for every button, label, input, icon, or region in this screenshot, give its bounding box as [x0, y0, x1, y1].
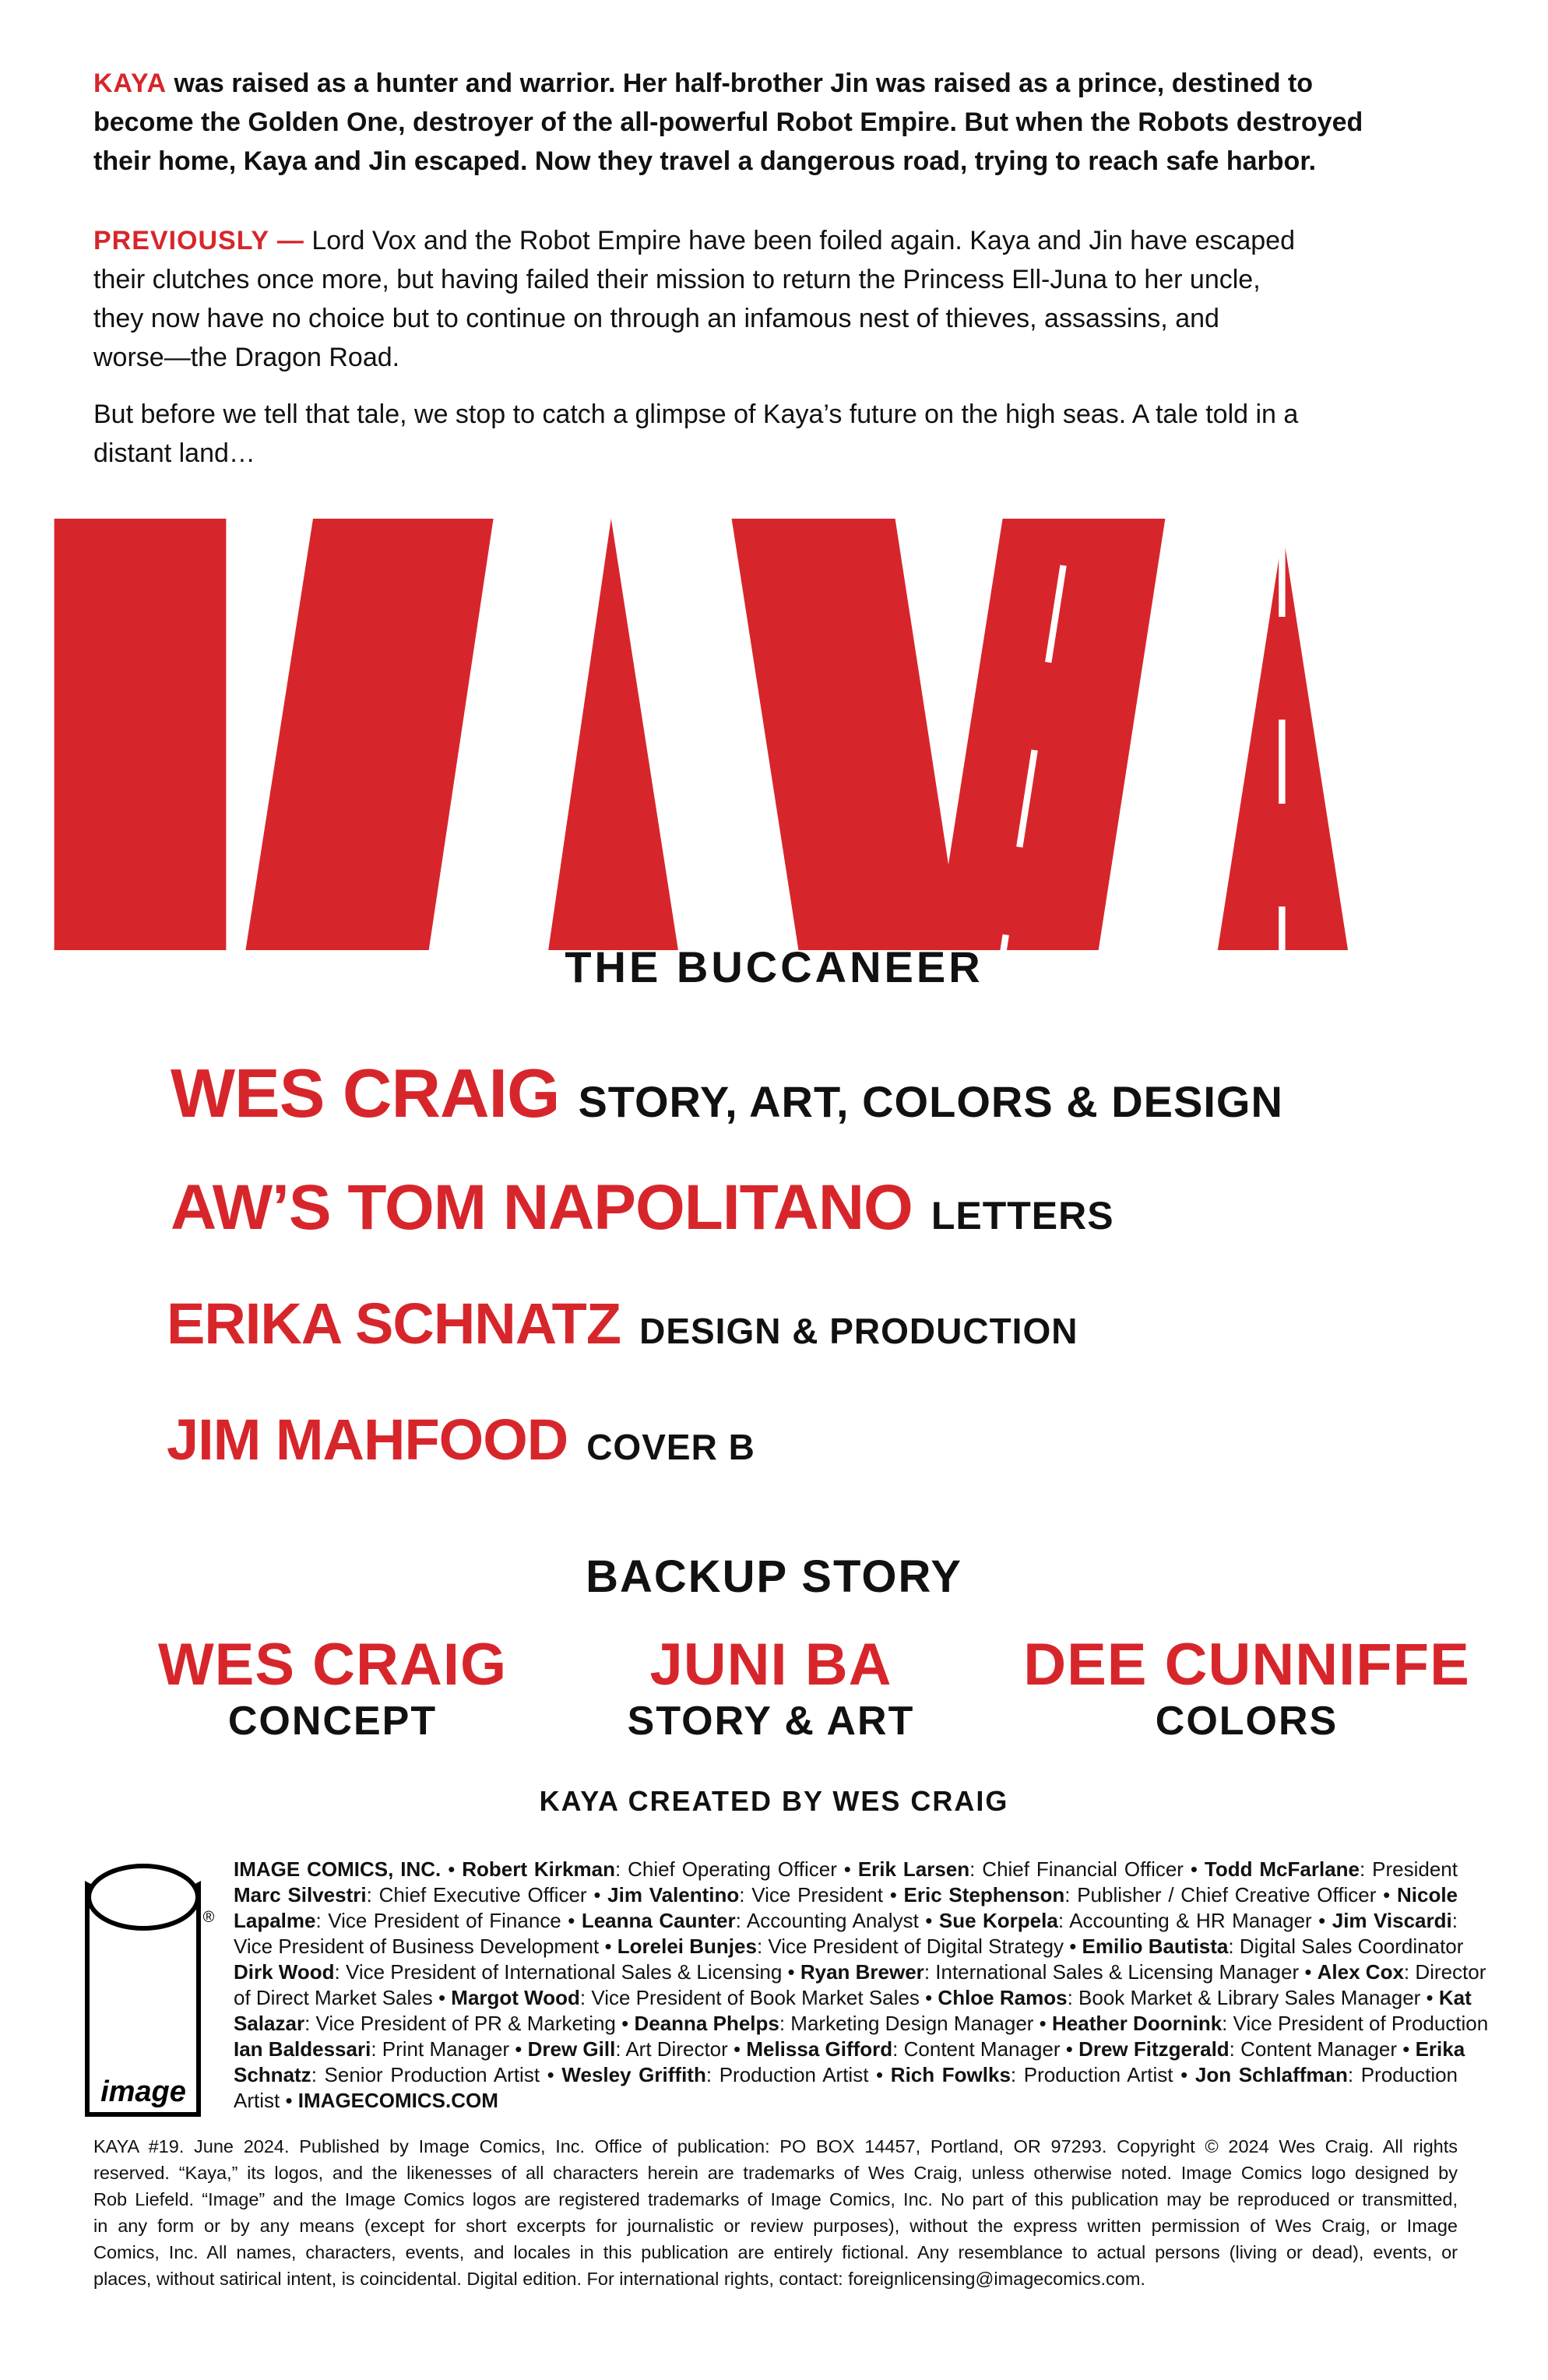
previously-lead: PREVIOUSLY — — [93, 226, 304, 255]
credit-row — [171, 1054, 1283, 1132]
staff-title: : Vice President of Book Market Sales • — [579, 1986, 938, 2009]
staff-name: Schnatz — [234, 2063, 311, 2086]
synopsis-text: was raised as a hunter and warrior. Her half-brother Jin was raised as a prince, destined to — [167, 69, 1314, 98]
staff-name: IMAGECOMICS.COM — [297, 2089, 498, 2112]
synopsis-lead: KAYA — [93, 69, 167, 98]
staff-name: Lapalme — [234, 1909, 316, 1932]
teaser-line: But before we tell that tale, we stop to catch a glimpse of Kaya’s future on the high seas. A tale told in a — [93, 400, 1299, 429]
staff-name: Salazar — [234, 2012, 305, 2035]
staff-line — [234, 1882, 1458, 1908]
credit-name: ERIKA SCHNATZ — [167, 1291, 621, 1356]
staff-title: : Digital Sales Coordinator — [1228, 1935, 1464, 1958]
staff-name: Erika — [1415, 2037, 1465, 2061]
staff-title: : Vice President of Digital Strategy • — [756, 1935, 1082, 1958]
staff-line — [234, 1934, 1464, 1959]
legal-line: places, without satirical intent, is coincidental. Digital edition. For international rights, contact: foreignlicensing@imagecomics.com. — [93, 2269, 1145, 2289]
logo-letter-k-stem — [55, 519, 227, 950]
staff-name: Ryan Brewer — [800, 1960, 924, 1984]
legal-line: KAYA #19. June 2024. Published by Image Comics, Inc. Office of publication: PO BOX 14457, Portland, OR 97293. Copyright © 2024 Wes Craig. All rights — [93, 2136, 1458, 2156]
staff-title: : Chief Executive Officer • — [366, 1883, 608, 1906]
staff-name: Heather Doornink — [1052, 2012, 1223, 2035]
staff-title: Artist • — [234, 2089, 298, 2112]
previously-line: they now have no choice but to continue on through an infamous nest of thieves, assassins, and — [93, 304, 1219, 333]
staff-title: : Vice President of PR & Marketing • — [304, 2012, 635, 2035]
backup-credit-name: WES CRAIG — [157, 1632, 508, 1698]
backup-credit-name: DEE CUNNIFFE — [1023, 1632, 1470, 1698]
staff-line — [234, 1959, 1486, 1985]
staff-name: Eric Stephenson — [903, 1883, 1065, 1906]
staff-name: Nicole — [1396, 1883, 1458, 1906]
teaser-line: distant land… — [93, 438, 255, 468]
staff-title: : Senior Production Artist • — [311, 2063, 562, 2086]
credit-name: AW’S TOM NAPOLITANO — [171, 1172, 913, 1243]
staff-name: Lorelei Bunjes — [617, 1935, 757, 1958]
previously-line: worse—the Dragon Road. — [93, 343, 400, 372]
staff-line — [234, 2011, 1489, 2037]
backup-credit-role: COLORS — [1155, 1699, 1339, 1744]
staff-title: : Director — [1403, 1960, 1486, 1984]
credit-role: STORY, ART, COLORS & DESIGN — [578, 1077, 1283, 1126]
staff-line — [234, 2037, 1465, 2062]
staff-title: : Production Artist • — [705, 2063, 891, 2086]
legal-line: Comics, Inc. All names, characters, events, and locales in this publication are entirely fictional. Any resemblance to actual persons (living or dead), events, or — [93, 2242, 1458, 2262]
staff-title: : Book Market & Library Sales Manager • — [1067, 1986, 1439, 2009]
staff-title: • — [441, 1857, 463, 1881]
synopsis-line: their home, Kaya and Jin escaped. Now they travel a dangerous road, trying to reach safe harbor. — [93, 146, 1317, 176]
staff-title: : Chief Financial Officer • — [969, 1857, 1205, 1881]
staff-name: Jim Viscardi — [1332, 1909, 1452, 1932]
staff-title: : Print Manager • — [371, 2037, 528, 2061]
staff-name: Todd McFarlane — [1204, 1857, 1360, 1881]
staff-name: IMAGE COMICS, INC. — [234, 1857, 442, 1881]
staff-title: : Accounting Analyst • — [735, 1909, 939, 1932]
staff-name: Dirk Wood — [234, 1960, 335, 1984]
staff-title: : International Sales & Licensing Manager • — [924, 1960, 1318, 1984]
backup-credit — [1005, 1632, 1488, 1744]
legal-line: in any form or by any means (except for short excerpts for journalistic or review purposes), without the express written permission of Wes Craig, or Image — [93, 2216, 1458, 2236]
staff-name: Deanna Phelps — [634, 2012, 779, 2035]
credit-row — [167, 1407, 755, 1472]
staff-line — [234, 1985, 1472, 2011]
staff-name: Robert Kirkman — [462, 1857, 615, 1881]
staff-name: Emilio Bautista — [1082, 1935, 1229, 1958]
staff-name: Marc Silvestri — [234, 1883, 367, 1906]
credit-role: DESIGN & PRODUCTION — [639, 1311, 1078, 1351]
staff-title: : Accounting & HR Manager • — [1057, 1909, 1332, 1932]
staff-title: : Art Director • — [615, 2037, 747, 2061]
staff-name: Jim Valentino — [607, 1883, 740, 1906]
staff-title: : — [1451, 1909, 1458, 1932]
staff-title: : Chief Operating Officer • — [614, 1857, 858, 1881]
previously-line: their clutches once more, but having failed their mission to return the Princess Ell-Juna to her uncle, — [93, 265, 1261, 294]
registered-mark: ® — [202, 1909, 215, 1926]
staff-title: : Production Artist • — [1010, 2063, 1195, 2086]
staff-name: Wesley Griffith — [561, 2063, 706, 2086]
legal-text — [93, 2133, 1458, 2292]
staff-name: Alex Cox — [1317, 1960, 1404, 1984]
staff-name: Leanna Caunter — [581, 1909, 736, 1932]
staff-name: Ian Baldessari — [234, 2037, 371, 2061]
staff-title: : Content Manager • — [892, 2037, 1079, 2061]
staff-title: : Publisher / Chief Creative Officer • — [1064, 1883, 1397, 1906]
legal-line: reserved. “Kaya,” its logos, and the likenesses of all characters herein are trademarks of Wes Craig, unless otherwise noted. Image Comics logo designed by — [93, 2163, 1458, 2183]
backup-credit — [91, 1632, 574, 1744]
staff-name: Sue Korpela — [938, 1909, 1058, 1932]
credit-row — [171, 1172, 1114, 1243]
subtitle: THE BUCCANEER — [565, 942, 983, 991]
credit-role: COVER B — [586, 1427, 755, 1467]
staff-title: : Vice President of Finance • — [315, 1909, 582, 1932]
staff-name: Melissa Gifford — [746, 2037, 893, 2061]
staff-name: Erik Larsen — [857, 1857, 970, 1881]
backup-credit-name: JUNI BA — [649, 1632, 892, 1698]
backup-credit-role: CONCEPT — [227, 1699, 438, 1744]
logo-letter-y — [732, 519, 1166, 950]
staff-name: Jon Schlaffman — [1194, 2063, 1348, 2086]
staff-title: : Vice President of Production — [1222, 2012, 1489, 2035]
staff-line — [234, 1908, 1458, 1934]
staff-line — [234, 1857, 1458, 1882]
logo-letter-k-arms — [226, 519, 493, 950]
staff-name: Kat — [1438, 1986, 1472, 2009]
staff-name: Drew Gill — [527, 2037, 616, 2061]
backup-credit-role: STORY & ART — [627, 1699, 915, 1744]
credit-name: JIM MAHFOOD — [167, 1407, 568, 1472]
synopsis-line: become the Golden One, destroyer of the all-powerful Robot Empire. But when the Robots destroyed — [93, 107, 1363, 137]
credit-row — [167, 1291, 1078, 1356]
backup-heading: BACKUP STORY — [586, 1551, 962, 1602]
staff-title: : Content Manager • — [1229, 2037, 1416, 2061]
staff-line — [234, 2062, 1458, 2088]
credit-name: WES CRAIG — [171, 1054, 560, 1132]
kaya-title-logo — [0, 0, 1548, 950]
staff-title: : Vice President • — [739, 1883, 904, 1906]
image-comics-logo — [78, 1854, 218, 2118]
image-logo-text: image — [100, 2075, 186, 2108]
staff-title: of Direct Market Sales • — [234, 1986, 452, 2009]
staff-name: Rich Fowlks — [890, 2063, 1011, 2086]
staff-line — [234, 2088, 1458, 2114]
staff-list — [234, 1857, 1489, 2114]
backup-credit — [529, 1632, 1012, 1744]
staff-title: : Marketing Design Manager • — [779, 2012, 1053, 2035]
staff-name: Margot Wood — [451, 1986, 580, 2009]
staff-title: : President — [1360, 1857, 1458, 1881]
staff-title: Vice President of Business Development • — [234, 1935, 617, 1958]
staff-title: : Production — [1347, 2063, 1458, 2086]
staff-name: Chloe Ramos — [938, 1986, 1068, 2009]
staff-name: Drew Fitzgerald — [1078, 2037, 1230, 2061]
credit-role: LETTERS — [931, 1194, 1114, 1238]
previously-text: Lord Vox and the Robot Empire have been foiled again. Kaya and Jin have escaped — [304, 226, 1295, 255]
legal-line: Rob Liefeld. “Image” and the Image Comics logos are registered trademarks of Image Comics, Inc. No part of this publication may be reproduced or transmitted, — [93, 2189, 1458, 2209]
staff-title: : Vice President of International Sales & Licensing • — [334, 1960, 800, 1984]
created-by: KAYA CREATED BY WES CRAIG — [539, 1785, 1009, 1817]
